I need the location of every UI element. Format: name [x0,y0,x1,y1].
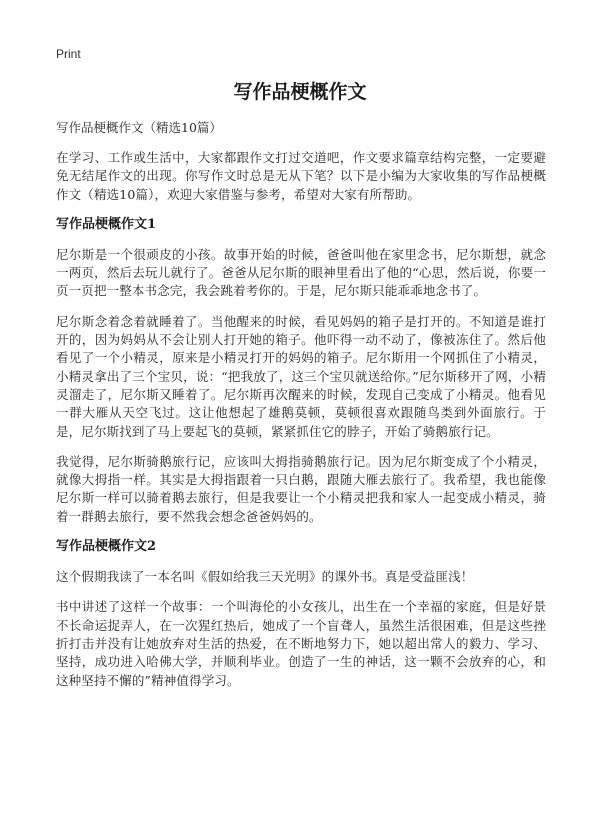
article-subtitle: 写作品梗概作文（精选10篇） [56,120,222,135]
section-1-paragraph-2: 尼尔斯念着念着就睡着了。当他醒来的时候，看见妈妈的箱子是打开的。不知道是谁打开的，因为妈妈从不会让别人打开她的箱子。他吓得一动不动了，像被冻住了。然后他看见了一个小精灵，原来是小精灵打开的妈妈的箱子。尼尔斯用一个网抓住了小精灵，小精灵拿出了三个宝贝，说：“把我放了，这三个宝贝就送给你。”尼尔斯移开了网，小精灵溜走了，尼尔斯又睡着了。尼尔斯再次醒来的时候，发现自己变成了小精灵。他看见一群大雁从天空飞过。这让他想起了雄鹅莫顿，莫顿很喜欢跟随鸟类到外面旅行。于是，尼尔斯找到了马上要起飞的莫顿，紧紧抓住它的脖子，开始了骑鹅旅行记。 [56,313,546,439]
page-title: 写作品梗概作文 [233,81,367,103]
print-link[interactable]: Print [56,47,81,61]
article-body [56,119,546,702]
section-2-paragraph-2: 书中讲述了这样一个故事：一个叫海伦的小女孩儿，出生在一个幸福的家庭，但是好景不长命运捉弄人，在一次猩红热后，她成了一个盲聋人，虽然生活很困难，但是这些挫折打击并没有让她放弃对生活的热爱，在不断地努力下，她以超出常人的毅力、学习、坚持，成功进入哈佛大学，并顺利毕业。创造了一生的神话，这一颗不会放弃的心，和这种坚持不懈的”精神值得学习。 [56,599,546,688]
section-1-paragraph-1: 尼尔斯是一个很顽皮的小孩。故事开始的时候，爸爸叫他在家里念书，尼尔斯想，就念一两页，然后去玩儿就行了。爸爸从尼尔斯的眼神里看出了他的“心思，然后说，你要一页一页把一整本书念完，我会跳着考你的。于是，尼尔斯只能乖乖地念书了。 [56,246,546,299]
section-1-paragraph-3: 我觉得，尼尔斯骑鹅旅行记，应该叫大拇指骑鹅旅行记。因为尼尔斯变成了个小精灵，就像大拇指一样。其实是大拇指跟着一只白鹅，跟随大雁去旅行了。我希望，我也能像尼尔斯一样可以骑着鹅去旅行，但是我要让一个小精灵把我和家人一起变成小精灵，骑着一群鹅去旅行，要不然我会想念爸爸妈妈的。 [56,453,546,524]
section-heading-1: 写作品梗概作文1 [56,216,157,232]
intro-paragraph: 在学习、工作或生活中，大家都跟作文打过交道吧，作文要求篇章结构完整，一定要避免无结尾作文的出现。你写作文时总是无从下笔？以下是小编为大家收集的写作品梗概作文（精选10篇），欢迎大家借鉴与参考，希望对大家有所帮助。 [56,150,546,202]
section-2-paragraph-1: 这个假期我读了一本名叫《假如给我三天光明》的课外书。真是受益匪浅！ [56,569,474,585]
section-heading-2: 写作品梗概作文2 [56,539,157,555]
